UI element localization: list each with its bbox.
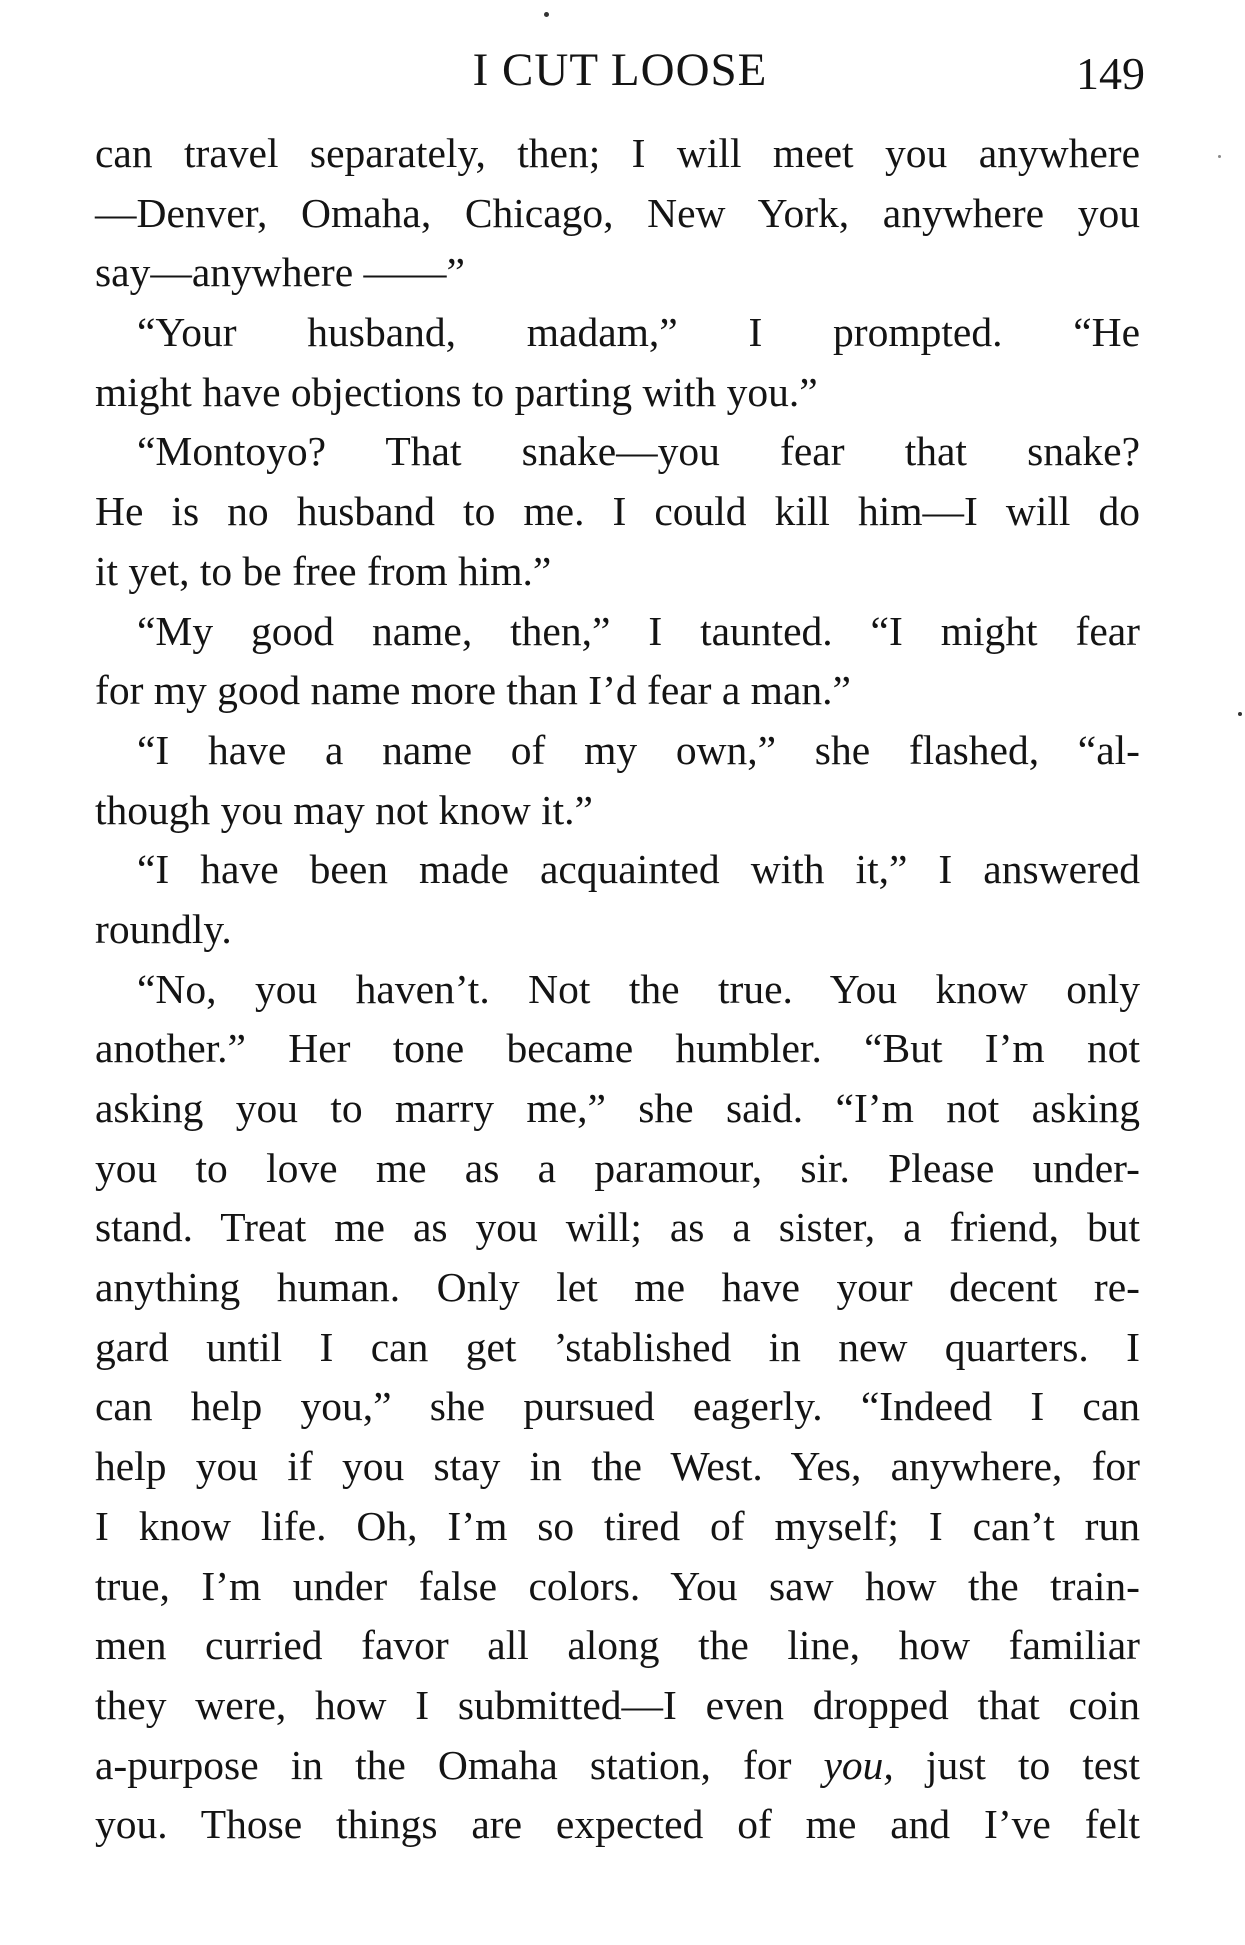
- text-line: [95, 1736, 1140, 1796]
- text-line: “Montoyo? That snake—you fear that snake?: [137, 428, 1140, 475]
- page-number: 149: [1076, 48, 1145, 99]
- italic-emphasis: you,: [823, 1741, 894, 1788]
- text-line: “I have been made acquainted with it,” I answered: [137, 846, 1140, 893]
- text-line: roundly.: [95, 905, 232, 952]
- text-line: you. Those things are expected of me and I’ve felt: [95, 1801, 1140, 1848]
- text-line: “I have a name of my own,” she flashed, “al-: [137, 726, 1140, 773]
- text-line: you to love me as a paramour, sir. Please under-: [95, 1144, 1140, 1191]
- text-line: for my good name more than I’d fear a man.”: [95, 667, 851, 714]
- text-line: gard until I can get ’stablished in new quarters. I: [95, 1323, 1140, 1370]
- text-line: though you may not know it.”: [95, 786, 593, 833]
- page-header: [95, 40, 1145, 110]
- ink-speck: [544, 12, 549, 17]
- running-title: I CUT LOOSE: [472, 44, 768, 96]
- text-line: they were, how I submitted—I even dropped that coin: [95, 1681, 1140, 1728]
- text-line: true, I’m under false colors. You saw how the train-: [95, 1562, 1140, 1609]
- text-line: say—anywhere ——”: [95, 249, 465, 296]
- text-line: I know life. Oh, I’m so tired of myself; I can’t run: [95, 1502, 1140, 1549]
- text-line: help you if you stay in the West. Yes, anywhere, for: [95, 1443, 1140, 1490]
- text-line: asking you to marry me,” she said. “I’m not asking: [95, 1085, 1140, 1131]
- ink-speck: [1238, 712, 1242, 716]
- body-text: [95, 124, 1140, 1855]
- text-line: anything human. Only let me have your decent re-: [95, 1264, 1140, 1311]
- text-line: “My good name, then,” I taunted. “I might fear: [137, 607, 1140, 654]
- text-line-segment: just to test: [893, 1741, 1141, 1788]
- text-line: men curried favor all along the line, how familiar: [95, 1622, 1140, 1669]
- text-line: can travel separately, then; I will meet you anywhere: [95, 130, 1140, 176]
- text-line: “No, you haven’t. Not the true. You know only: [137, 965, 1140, 1012]
- text-line: might have objections to parting with you.”: [95, 368, 818, 415]
- text-line-segment: a-purpose in the Omaha station, for: [95, 1741, 824, 1788]
- text-line: stand. Treat me as you will; as a sister, a friend, but: [95, 1204, 1140, 1251]
- text-line: He is no husband to me. I could kill him—I will do: [95, 488, 1140, 535]
- text-line: “Your husband, madam,” I prompted. “He: [137, 309, 1140, 356]
- text-line: —Denver, Omaha, Chicago, New York, anywhere you: [95, 189, 1140, 236]
- text-line: it yet, to be free from him.”: [95, 547, 552, 594]
- text-line: another.” Her tone became humbler. “But I’m not: [95, 1025, 1140, 1072]
- text-line: can help you,” she pursued eagerly. “Indeed I can: [95, 1383, 1140, 1430]
- ink-speck: [1218, 155, 1221, 158]
